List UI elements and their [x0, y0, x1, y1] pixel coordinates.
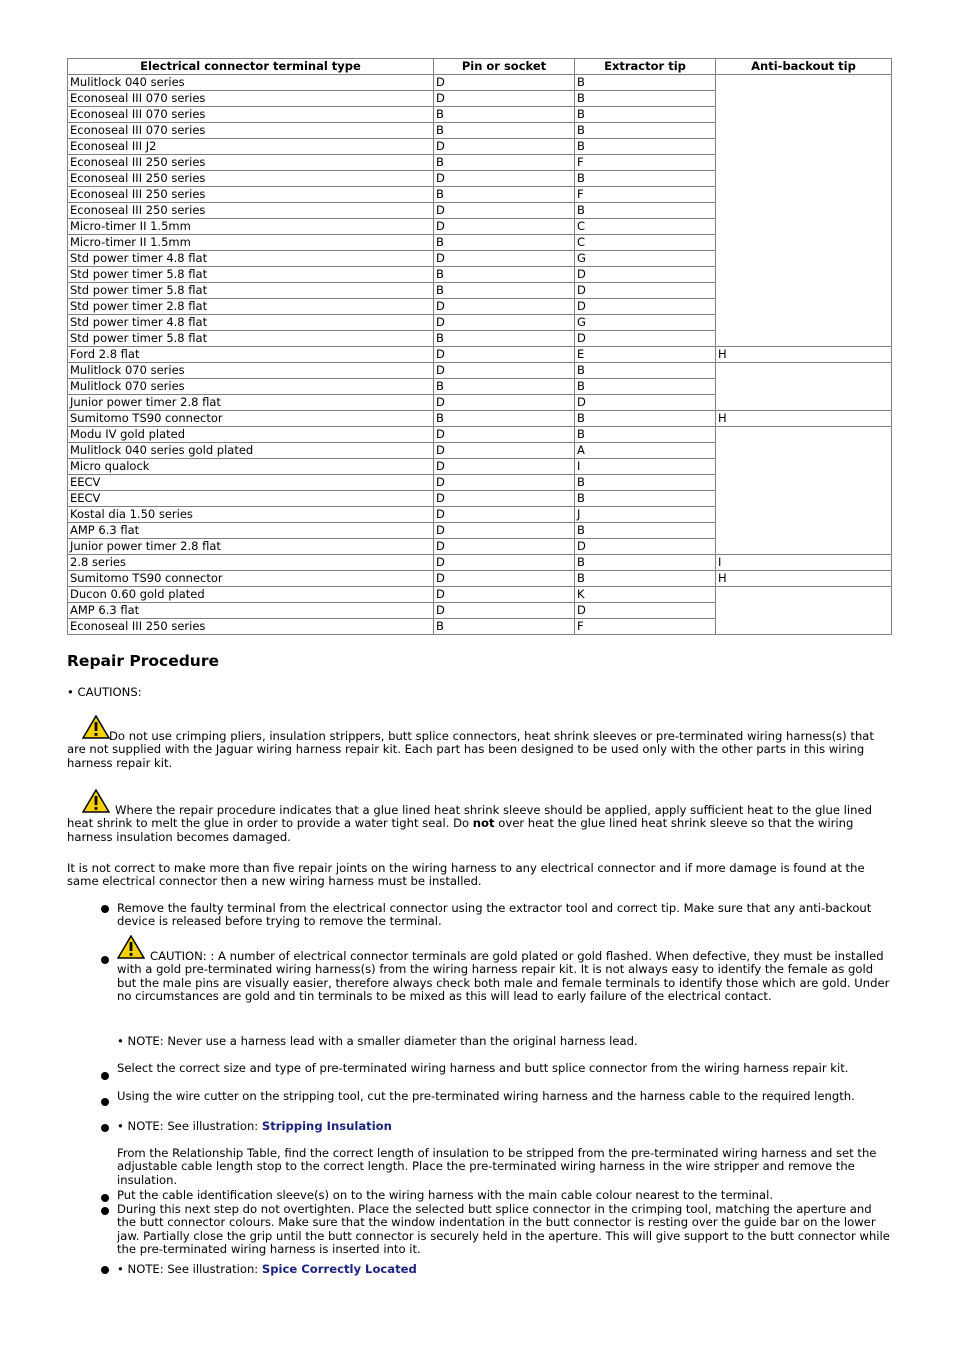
cell-pin-socket: D: [434, 443, 575, 459]
cell-terminal-type: Junior power timer 2.8 flat: [68, 395, 434, 411]
caution-2-part-a: Where the repair procedure indicates that a glue lined heat shrink sleeve should be applied, apply sufficient heat to the glue lined heat shrink to melt the glue in order to provide a water tight seal. Do: [67, 803, 872, 831]
cell-terminal-type: Modu IV gold plated: [68, 427, 434, 443]
cell-extractor-tip: C: [575, 235, 716, 251]
cell-pin-socket: D: [434, 315, 575, 331]
cell-terminal-type: Mulitlock 040 series gold plated: [68, 443, 434, 459]
cell-extractor-tip: B: [575, 475, 716, 491]
cell-pin-socket: D: [434, 251, 575, 267]
cell-anti-backout-tip: [716, 587, 892, 635]
cautions-label: • CAUTIONS:: [67, 685, 142, 699]
cell-terminal-type: Micro-timer II 1.5mm: [68, 235, 434, 251]
cell-pin-socket: D: [434, 491, 575, 507]
cell-extractor-tip: G: [575, 315, 716, 331]
cell-extractor-tip: B: [575, 75, 716, 91]
caution-text-1: Do not use crimping pliers, insulation strippers, butt splice connectors, heat shrink sleeves or pre-terminated wiring harness(s) that are not supplied with the Jaguar wiring harness repair kit. Each part has been designed to be used only with the other parts in this wiring harness repair kit.: [67, 729, 874, 770]
cell-extractor-tip: D: [575, 267, 716, 283]
bullet-icon: [101, 1266, 109, 1274]
header-extractor-tip: Extractor tip: [575, 59, 716, 75]
caution-2-emphasis: not: [472, 816, 495, 831]
cell-extractor-tip: B: [575, 571, 716, 587]
cell-pin-socket: D: [434, 539, 575, 555]
cell-terminal-type: Kostal dia 1.50 series: [68, 507, 434, 523]
cell-pin-socket: D: [434, 459, 575, 475]
cell-terminal-type: Micro-timer II 1.5mm: [68, 219, 434, 235]
step-crimping-tool: During this next step do not overtighten. Place the selected butt splice connector in the crimping tool, matching the aperture and the butt connector colours. Make sure that the window indentation in the butt connector is resting over the guide bar on the lower jaw. Partially close the grip until the butt connector is securely held in the aperture. This will give support to the butt connector while the pre-terminated wiring harness is inserted into it.: [117, 1202, 890, 1256]
gold-plated-caution: CAUTION: : A number of electrical connector terminals are gold plated or gold flashed. When defective, they must be installed with a gold pre-terminated wiring harness(s) from the wiring harness repair kit. It is not always easy to identify the female as gold but the male pins are visually easier, therefore always check both male and female terminals to identify those which are gold. Under no circumstances are gold and tin terminals to be mixed as this will lead to early failure of the electrical contact.: [117, 949, 890, 1003]
cell-anti-backout-tip: [716, 75, 892, 347]
table-body: [68, 75, 892, 635]
cell-terminal-type: Std power timer 2.8 flat: [68, 299, 434, 315]
cell-pin-socket: D: [434, 75, 575, 91]
harness-diameter-note: • NOTE: Never use a harness lead with a smaller diameter than the original harness lead.: [117, 1034, 638, 1048]
step-select-harness: Select the correct size and type of pre-terminated wiring harness and butt splice connector from the wiring harness repair kit.: [117, 1061, 849, 1075]
cell-terminal-type: Std power timer 5.8 flat: [68, 267, 434, 283]
cell-extractor-tip: B: [575, 411, 716, 427]
cell-pin-socket: B: [434, 187, 575, 203]
cell-anti-backout-tip: H: [716, 411, 892, 427]
step-remove-faulty-terminal: Remove the faulty terminal from the electrical connector using the extractor tool and correct tip. Make sure that any anti-backout device is released before trying to remove the terminal.: [117, 901, 872, 929]
cell-terminal-type: Sumitomo TS90 connector: [68, 411, 434, 427]
cell-terminal-type: AMP 6.3 flat: [68, 603, 434, 619]
cell-extractor-tip: B: [575, 523, 716, 539]
step-identification-sleeve: Put the cable identification sleeve(s) on to the wiring harness with the main cable colour nearest to the terminal.: [117, 1188, 774, 1202]
cell-extractor-tip: D: [575, 283, 716, 299]
cell-pin-socket: D: [434, 171, 575, 187]
table-row: [68, 363, 892, 379]
cell-terminal-type: 2.8 series: [68, 555, 434, 571]
cell-extractor-tip: B: [575, 203, 716, 219]
cell-extractor-tip: B: [575, 379, 716, 395]
cell-pin-socket: D: [434, 203, 575, 219]
cell-terminal-type: Micro qualock: [68, 459, 434, 475]
table-row: [68, 411, 892, 427]
cell-pin-socket: D: [434, 507, 575, 523]
cell-pin-socket: D: [434, 347, 575, 363]
cell-pin-socket: D: [434, 555, 575, 571]
cell-terminal-type: Mulitlock 070 series: [68, 363, 434, 379]
cell-terminal-type: Econoseal III 250 series: [68, 619, 434, 635]
cell-pin-socket: B: [434, 235, 575, 251]
cell-extractor-tip: D: [575, 299, 716, 315]
cell-terminal-type: EECV: [68, 475, 434, 491]
cell-extractor-tip: B: [575, 91, 716, 107]
splice-correctly-located-link[interactable]: Spice Correctly Located: [261, 1262, 417, 1276]
cell-terminal-type: Std power timer 5.8 flat: [68, 331, 434, 347]
cell-extractor-tip: D: [575, 603, 716, 619]
cell-pin-socket: D: [434, 363, 575, 379]
cell-terminal-type: Std power timer 5.8 flat: [68, 283, 434, 299]
cell-terminal-type: Junior power timer 2.8 flat: [68, 539, 434, 555]
cell-terminal-type: Std power timer 4.8 flat: [68, 251, 434, 267]
cell-terminal-type: Ducon 0.60 gold plated: [68, 587, 434, 603]
cell-terminal-type: Std power timer 4.8 flat: [68, 315, 434, 331]
cell-pin-socket: D: [434, 427, 575, 443]
header-pin-socket: Pin or socket: [434, 59, 575, 75]
cell-terminal-type: Econoseal III J2: [68, 139, 434, 155]
cell-extractor-tip: F: [575, 619, 716, 635]
cell-extractor-tip: G: [575, 251, 716, 267]
bullet-icon: [101, 1194, 109, 1202]
cell-extractor-tip: B: [575, 107, 716, 123]
splice-located-note: [117, 1263, 892, 1276]
cell-pin-socket: B: [434, 283, 575, 299]
table-row: [68, 555, 892, 571]
cell-terminal-type: Mulitlock 070 series: [68, 379, 434, 395]
cell-terminal-type: Econoseal III 070 series: [68, 91, 434, 107]
note-prefix: • NOTE: See illustration:: [117, 1119, 262, 1133]
cell-pin-socket: B: [434, 123, 575, 139]
cell-terminal-type: Ford 2.8 flat: [68, 347, 434, 363]
cell-extractor-tip: B: [575, 171, 716, 187]
cell-terminal-type: Econoseal III 070 series: [68, 107, 434, 123]
cell-terminal-type: Econoseal III 250 series: [68, 187, 434, 203]
table-row: [68, 587, 892, 603]
cell-extractor-tip: F: [575, 155, 716, 171]
cell-extractor-tip: D: [575, 395, 716, 411]
cell-extractor-tip: I: [575, 459, 716, 475]
cell-extractor-tip: B: [575, 555, 716, 571]
cell-extractor-tip: D: [575, 331, 716, 347]
bullet-icon: [101, 1207, 109, 1215]
cell-extractor-tip: F: [575, 187, 716, 203]
cell-pin-socket: D: [434, 587, 575, 603]
cell-anti-backout-tip: I: [716, 555, 892, 571]
table-row: [68, 571, 892, 587]
cell-anti-backout-tip: [716, 427, 892, 555]
cell-pin-socket: B: [434, 411, 575, 427]
cell-pin-socket: D: [434, 91, 575, 107]
cell-extractor-tip: K: [575, 587, 716, 603]
cell-pin-socket: B: [434, 619, 575, 635]
caution-text-2: [67, 804, 892, 844]
note-prefix: • NOTE: See illustration:: [117, 1262, 262, 1276]
cell-extractor-tip: B: [575, 363, 716, 379]
cell-pin-socket: B: [434, 331, 575, 347]
cell-terminal-type: Econoseal III 250 series: [68, 203, 434, 219]
cell-pin-socket: B: [434, 267, 575, 283]
table-header-row: [68, 59, 892, 75]
step-strip-insulation: From the Relationship Table, find the correct length of insulation to be stripped from the pre-terminated wiring harness and set the adjustable cable length stop to the correct length. Place the pre-terminated wiring harness in the wire stripper and remove the insulation.: [117, 1146, 877, 1187]
cell-extractor-tip: C: [575, 219, 716, 235]
cell-extractor-tip: J: [575, 507, 716, 523]
intro-paragraph: It is not correct to make more than five repair joints on the wiring harness to any electrical connector and if more damage is found at the same electrical connector then a new wiring harness must be installed.: [67, 861, 865, 889]
cell-anti-backout-tip: [716, 363, 892, 411]
cell-terminal-type: Mulitlock 040 series: [68, 75, 434, 91]
bullet-icon: [101, 956, 109, 964]
cell-extractor-tip: B: [575, 139, 716, 155]
cell-terminal-type: Econoseal III 250 series: [68, 155, 434, 171]
header-anti-backout-tip: Anti-backout tip: [716, 59, 892, 75]
cell-terminal-type: Econoseal III 250 series: [68, 171, 434, 187]
cell-pin-socket: D: [434, 219, 575, 235]
cell-anti-backout-tip: H: [716, 571, 892, 587]
cell-pin-socket: D: [434, 299, 575, 315]
cell-pin-socket: D: [434, 523, 575, 539]
cell-extractor-tip: D: [575, 539, 716, 555]
cell-pin-socket: D: [434, 475, 575, 491]
cell-pin-socket: D: [434, 395, 575, 411]
cell-terminal-type: AMP 6.3 flat: [68, 523, 434, 539]
table-row: [68, 75, 892, 91]
header-terminal-type: Electrical connector terminal type: [68, 59, 434, 75]
section-title: Repair Procedure: [67, 652, 219, 670]
bullet-icon: [101, 1124, 109, 1132]
bullet-icon: [101, 905, 109, 913]
cell-extractor-tip: B: [575, 427, 716, 443]
stripping-insulation-link[interactable]: Stripping Insulation: [261, 1119, 392, 1133]
caution-2-part-b: over heat the glue lined heat shrink sleeve so that the wiring harness insulation becomes damaged.: [67, 816, 854, 844]
cell-pin-socket: B: [434, 379, 575, 395]
cell-anti-backout-tip: H: [716, 347, 892, 363]
cell-terminal-type: Econoseal III 070 series: [68, 123, 434, 139]
cell-pin-socket: B: [434, 155, 575, 171]
bullet-icon: [101, 1098, 109, 1106]
cell-extractor-tip: A: [575, 443, 716, 459]
table-row: [68, 347, 892, 363]
cell-pin-socket: D: [434, 603, 575, 619]
cell-extractor-tip: B: [575, 491, 716, 507]
cell-extractor-tip: B: [575, 123, 716, 139]
cell-terminal-type: EECV: [68, 491, 434, 507]
bullet-icon: [101, 1072, 109, 1080]
connector-terminal-table: [67, 58, 892, 635]
step-cut-harness: Using the wire cutter on the stripping tool, cut the pre-terminated wiring harness and the harness cable to the required length.: [117, 1089, 855, 1103]
cell-extractor-tip: E: [575, 347, 716, 363]
cell-terminal-type: Sumitomo TS90 connector: [68, 571, 434, 587]
cell-pin-socket: D: [434, 571, 575, 587]
cell-pin-socket: D: [434, 139, 575, 155]
table-row: [68, 427, 892, 443]
stripping-note: [117, 1120, 892, 1133]
cell-pin-socket: B: [434, 107, 575, 123]
